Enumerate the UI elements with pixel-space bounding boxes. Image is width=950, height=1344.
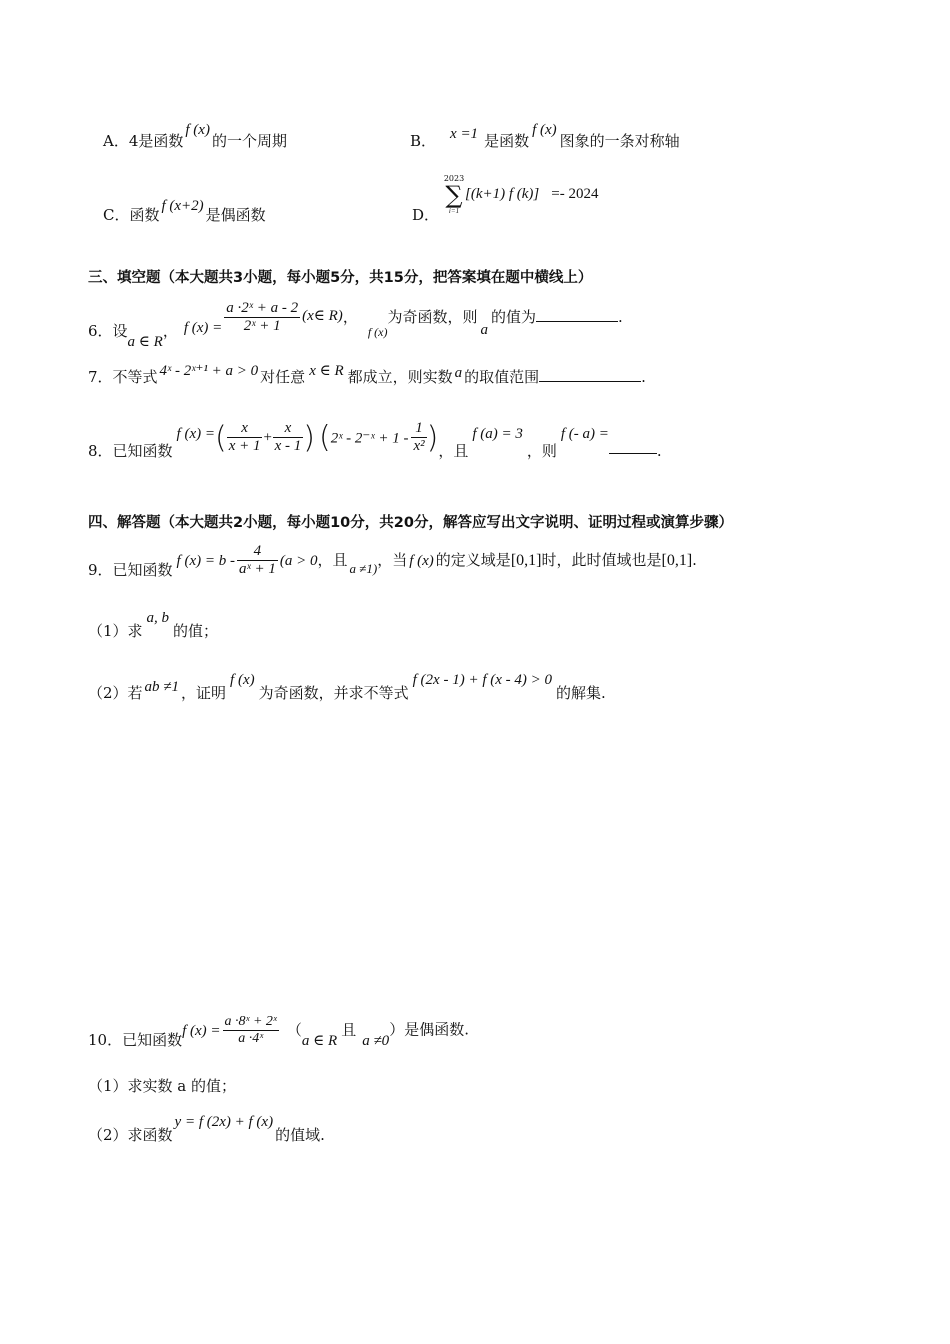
option-d-math bbox=[465, 186, 598, 203]
option-d-result: =- 2024 bbox=[551, 186, 599, 202]
q7-cond: x ∈ R bbox=[309, 363, 344, 379]
q7-end: . bbox=[641, 368, 646, 386]
q10-part-2 bbox=[88, 1110, 325, 1142]
q9-p1-tail: 的值； bbox=[173, 622, 219, 640]
q8-fraction-1 bbox=[227, 420, 263, 456]
option-c bbox=[103, 198, 266, 225]
q6-end: . bbox=[618, 307, 623, 326]
q9-cond2: a ≠1) bbox=[349, 560, 378, 576]
q8-ask: f (- a) = bbox=[560, 425, 609, 442]
q7-mid: 对任意 bbox=[260, 368, 306, 386]
q9-p1-label: （1）求 bbox=[88, 622, 143, 640]
option-c-math: f (x+2) bbox=[161, 198, 204, 214]
q8-frac3-num: 1 bbox=[411, 420, 426, 438]
q10-fraction bbox=[223, 1014, 279, 1047]
question-8 bbox=[88, 420, 662, 468]
q8-paren-open-1: ( bbox=[214, 420, 227, 456]
q10-numerator: a ·8ˣ + 2ˣ bbox=[223, 1014, 279, 1031]
option-b-mid: 是函数 bbox=[484, 132, 530, 150]
option-a-label: A．4是函数 bbox=[103, 132, 184, 150]
q9-numerator: 4 bbox=[237, 543, 278, 561]
sum-lower-limit: i=1 bbox=[448, 207, 460, 215]
option-b-fx: f (x) bbox=[532, 122, 557, 138]
q9-p2-label: （2）若 bbox=[88, 684, 143, 702]
q9-end: . bbox=[692, 550, 697, 569]
question-6 bbox=[88, 300, 623, 350]
q9-part-1 bbox=[88, 606, 218, 638]
option-b-label: B． bbox=[410, 132, 437, 150]
q6-number: 6．设 bbox=[88, 321, 128, 340]
q10-cond: a ∈ R bbox=[301, 1032, 338, 1049]
q8-fraction-2 bbox=[273, 420, 304, 456]
q9-number: 9．已知函数 bbox=[88, 560, 173, 579]
q6-fraction bbox=[224, 300, 300, 336]
q8-frac3-den: x² bbox=[413, 438, 425, 455]
q10-p2-math: y = f (2x) + f (x) bbox=[174, 1114, 274, 1130]
q6-tail: 的值为 bbox=[491, 307, 537, 326]
q8-frac1-den: x + 1 bbox=[228, 438, 261, 455]
option-a-tail: 的一个周期 bbox=[211, 132, 287, 150]
q9-mid2: ，当 bbox=[377, 550, 408, 569]
q7-mid2: 都成立，则实数 bbox=[347, 368, 453, 386]
q8-paren-open-2: ( bbox=[318, 420, 331, 456]
q6-mid: 为奇函数，则 bbox=[387, 307, 478, 326]
q6-domain: (x∈ R) bbox=[302, 307, 343, 324]
q9-p2-fx: f (x) bbox=[230, 672, 255, 688]
q9-p2-inequality: f (2x - 1) + f (x - 4) > 0 bbox=[412, 672, 553, 688]
q9-fraction bbox=[237, 543, 278, 579]
q9-denominator: aˣ + 1 bbox=[238, 561, 276, 578]
q10-part-1: （1）求实数 a 的值； bbox=[88, 1077, 237, 1095]
q10-lhs: f (x) = bbox=[182, 1022, 221, 1039]
q6-cond: a ∈ R bbox=[127, 333, 163, 350]
question-9 bbox=[88, 543, 697, 589]
question-10 bbox=[88, 1014, 469, 1060]
q9-lhs: f (x) = b - bbox=[176, 552, 235, 569]
q8-frac2-num: x bbox=[273, 420, 304, 438]
q8-end: . bbox=[656, 441, 662, 460]
q6-numerator: a ·2ˣ + a - 2 bbox=[224, 300, 300, 318]
q7-tail: 的取值范围 bbox=[464, 368, 540, 386]
option-a bbox=[103, 122, 287, 151]
q7-number: 7．不等式 bbox=[88, 368, 158, 386]
section-4-title: 四、解答题（本大题共2小题，每小题10分，共20分，解答应写出文字说明、证明过程或演算步骤） bbox=[88, 515, 733, 531]
option-d-expression: [(k+1) f (k)] bbox=[465, 186, 540, 202]
q9-cond: (a > 0 bbox=[279, 552, 318, 569]
q10-close: ）是偶函数. bbox=[389, 1020, 469, 1039]
q8-paren-close-1: ) bbox=[303, 420, 315, 456]
q8-given: f (a) = 3 bbox=[472, 425, 523, 442]
option-d-label: D． bbox=[412, 206, 440, 224]
q6-lhs: f (x) = bbox=[183, 319, 223, 336]
q9-p2-math: ab ≠1 bbox=[144, 679, 180, 695]
q9-mid: ，且 bbox=[317, 550, 348, 569]
option-d-sum bbox=[440, 174, 468, 215]
q8-plus: + bbox=[262, 429, 273, 446]
q8-fraction-3 bbox=[411, 420, 426, 456]
q8-frac1-num: x bbox=[227, 420, 263, 438]
q7-answer-blank[interactable] bbox=[539, 367, 641, 382]
q6-answer-blank[interactable] bbox=[536, 307, 618, 322]
q9-p2-tail: 的解集. bbox=[556, 684, 606, 702]
q10-p2-tail: 的值域. bbox=[275, 1126, 325, 1144]
sigma-symbol: ∑ bbox=[445, 181, 463, 209]
option-b bbox=[410, 122, 680, 151]
q9-part-2 bbox=[88, 668, 606, 700]
q9-p2-mid: ，证明 bbox=[181, 684, 227, 702]
q8-part2: 2ˣ - 2⁻ˣ + 1 - bbox=[330, 430, 409, 447]
q8-mid2: ，则 bbox=[526, 441, 557, 460]
option-b-tail: 图象的一条对称轴 bbox=[559, 132, 680, 150]
q8-mid: ，且 bbox=[438, 441, 469, 460]
q8-number: 8．已知函数 bbox=[88, 441, 173, 460]
q10-and: 且 bbox=[341, 1020, 357, 1039]
option-c-tail: 是偶函数 bbox=[205, 206, 266, 224]
question-7 bbox=[88, 363, 646, 384]
q6-comma: ， bbox=[342, 307, 358, 326]
q9-interval: [0,1] bbox=[510, 551, 542, 569]
q6-fx: f (x) bbox=[367, 324, 388, 339]
sum-upper-limit: 2023 bbox=[443, 174, 465, 183]
q7-a: a bbox=[454, 365, 463, 381]
q10-open: （ bbox=[286, 1020, 302, 1039]
option-b-math: x =1 bbox=[450, 126, 479, 142]
option-a-math: f (x) bbox=[185, 122, 210, 138]
q10-cond2: a ≠0 bbox=[362, 1032, 390, 1049]
q10-denominator: a ·4ˣ bbox=[238, 1031, 264, 1047]
q9-interval2: [0,1] bbox=[661, 551, 693, 569]
q9-p1-math: a, b bbox=[146, 610, 170, 626]
section-3-title: 三、填空题（本大题共3小题，每小题5分，共15分，把答案填在题中横线上） bbox=[88, 270, 593, 286]
q9-p2-mid2: 为奇函数，并求不等式 bbox=[258, 684, 409, 702]
option-c-label: C．函数 bbox=[103, 206, 160, 224]
q9-fx: f (x) bbox=[409, 552, 434, 569]
q8-lhs: f (x) = bbox=[176, 425, 215, 442]
q10-p2-label: （2）求函数 bbox=[88, 1126, 173, 1144]
q9-mid4: 时，此时值域也是 bbox=[541, 550, 662, 569]
q6-denominator: 2ˣ + 1 bbox=[243, 318, 281, 335]
q6-a: a bbox=[480, 321, 488, 338]
q8-paren-close-2: ) bbox=[426, 420, 439, 456]
q9-mid3: 的定义域是 bbox=[435, 550, 511, 569]
q8-frac2-den: x - 1 bbox=[274, 438, 302, 455]
q8-answer-blank[interactable] bbox=[609, 439, 657, 454]
q10-number: 10．已知函数 bbox=[88, 1030, 183, 1049]
q7-inequality: 4ˣ - 2ˣ⁺¹ + a > 0 bbox=[159, 363, 259, 379]
q6-sep: ， bbox=[162, 321, 178, 340]
option-d bbox=[412, 204, 439, 225]
